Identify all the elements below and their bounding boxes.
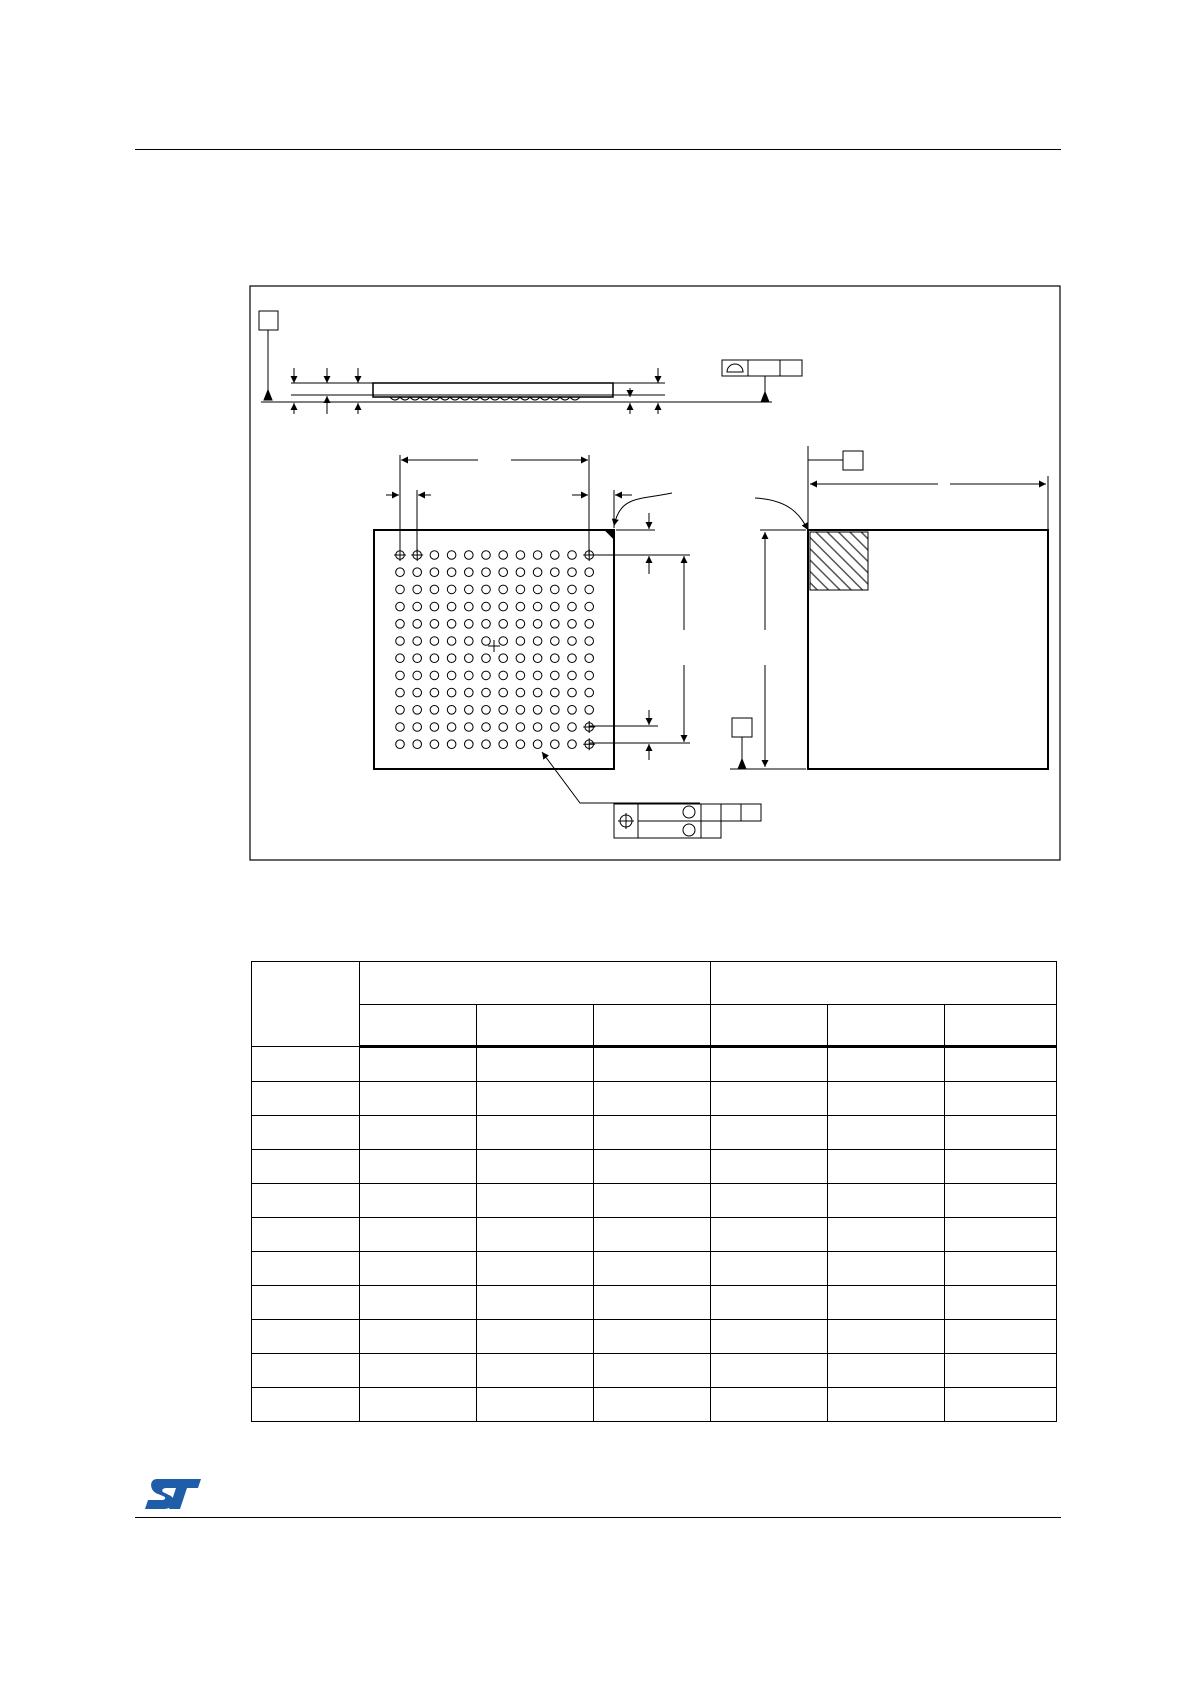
table-row bbox=[252, 1184, 1057, 1218]
ball bbox=[551, 568, 560, 577]
ball bbox=[568, 688, 577, 697]
table-cell bbox=[360, 1388, 477, 1422]
ball bbox=[585, 654, 594, 663]
ball bbox=[430, 637, 439, 646]
ball bbox=[413, 602, 422, 611]
table-row bbox=[252, 1047, 1057, 1082]
table-cell bbox=[360, 1320, 477, 1354]
table-cell bbox=[252, 1047, 360, 1082]
ball-crosshair bbox=[583, 721, 595, 733]
table-cell bbox=[360, 1150, 477, 1184]
ball bbox=[533, 602, 542, 611]
ball bbox=[482, 671, 491, 680]
ball bbox=[551, 637, 560, 646]
top-view bbox=[730, 446, 1048, 769]
ball bbox=[499, 620, 508, 629]
table-cell bbox=[477, 1388, 594, 1422]
ball bbox=[465, 551, 474, 560]
ball bbox=[430, 740, 439, 749]
ball bbox=[447, 654, 456, 663]
table-cell bbox=[945, 1116, 1057, 1150]
table-cell bbox=[360, 1218, 477, 1252]
ball bbox=[465, 620, 474, 629]
table-cell bbox=[594, 1252, 711, 1286]
ball bbox=[447, 740, 456, 749]
table-cell bbox=[945, 1286, 1057, 1320]
table-cell bbox=[360, 1047, 477, 1082]
ball bbox=[430, 620, 439, 629]
ball bbox=[516, 671, 525, 680]
table-cell bbox=[360, 1354, 477, 1388]
table-cell bbox=[477, 1116, 594, 1150]
ball bbox=[585, 706, 594, 715]
ball bbox=[568, 585, 577, 594]
ball bbox=[482, 706, 491, 715]
table-cell bbox=[828, 1320, 945, 1354]
ball bbox=[551, 654, 560, 663]
ball bbox=[482, 740, 491, 749]
ball bbox=[430, 654, 439, 663]
ball bbox=[568, 568, 577, 577]
ball bbox=[568, 654, 577, 663]
table-cell bbox=[360, 1082, 477, 1116]
table-cell bbox=[477, 1047, 594, 1082]
table-cell bbox=[360, 1116, 477, 1150]
ball bbox=[396, 637, 405, 646]
pin1-corner-mark-icon bbox=[605, 530, 614, 539]
table-header-cell bbox=[711, 962, 1057, 1005]
ball bbox=[465, 654, 474, 663]
ball bbox=[568, 551, 577, 560]
table-cell bbox=[711, 1252, 828, 1286]
ball bbox=[413, 740, 422, 749]
table-cell bbox=[945, 1354, 1057, 1388]
ball bbox=[516, 706, 525, 715]
table-cell bbox=[945, 1082, 1057, 1116]
table-cell bbox=[252, 1082, 360, 1116]
ball bbox=[516, 688, 525, 697]
table-subheader-cell bbox=[711, 1005, 828, 1047]
ball bbox=[533, 723, 542, 732]
ball bbox=[551, 740, 560, 749]
table-cell bbox=[594, 1116, 711, 1150]
ball bbox=[396, 568, 405, 577]
table-row bbox=[252, 1388, 1057, 1422]
table-cell bbox=[828, 1252, 945, 1286]
table-row bbox=[252, 1286, 1057, 1320]
table-cell bbox=[252, 1218, 360, 1252]
ball bbox=[533, 654, 542, 663]
table-cell bbox=[945, 1388, 1057, 1422]
ball bbox=[516, 602, 525, 611]
ball bbox=[551, 706, 560, 715]
ball bbox=[585, 585, 594, 594]
table-cell bbox=[828, 1388, 945, 1422]
table-cell bbox=[945, 1252, 1057, 1286]
table-cell bbox=[252, 1252, 360, 1286]
table-cell bbox=[828, 1150, 945, 1184]
flatness-tolerance-frame bbox=[722, 360, 802, 376]
ball bbox=[430, 602, 439, 611]
table-subheader-cell bbox=[945, 1005, 1057, 1047]
ball bbox=[430, 671, 439, 680]
ball bbox=[533, 585, 542, 594]
ball bbox=[447, 620, 456, 629]
table-cell bbox=[252, 1286, 360, 1320]
ball bbox=[499, 706, 508, 715]
table-subheader-cell bbox=[477, 1005, 594, 1047]
ball bbox=[533, 671, 542, 680]
table-cell bbox=[252, 1320, 360, 1354]
datum-box-seating-plane bbox=[259, 311, 278, 330]
ball bbox=[465, 602, 474, 611]
table-cell bbox=[828, 1116, 945, 1150]
ball bbox=[533, 568, 542, 577]
table-cell bbox=[252, 1116, 360, 1150]
ball bbox=[585, 637, 594, 646]
ball bbox=[551, 723, 560, 732]
table-subheader-row bbox=[252, 1005, 1057, 1047]
table-subheader-cell bbox=[828, 1005, 945, 1047]
table-cell bbox=[594, 1047, 711, 1082]
ball bbox=[447, 671, 456, 680]
ball bbox=[499, 740, 508, 749]
ball bbox=[585, 688, 594, 697]
ball bbox=[413, 723, 422, 732]
table-cell bbox=[477, 1184, 594, 1218]
ball bbox=[533, 706, 542, 715]
table-row bbox=[252, 1082, 1057, 1116]
ball bbox=[568, 723, 577, 732]
table-cell bbox=[828, 1082, 945, 1116]
ball bbox=[516, 637, 525, 646]
ball bbox=[482, 620, 491, 629]
ball bbox=[396, 620, 405, 629]
st-logo bbox=[143, 1477, 203, 1511]
ball bbox=[465, 637, 474, 646]
ball bbox=[482, 602, 491, 611]
table-cell bbox=[828, 1184, 945, 1218]
table-row bbox=[252, 1354, 1057, 1388]
ball bbox=[430, 551, 439, 560]
ball bbox=[533, 551, 542, 560]
table-cell bbox=[828, 1354, 945, 1388]
ball bbox=[482, 637, 491, 646]
table-row bbox=[252, 1218, 1057, 1252]
table-cell bbox=[711, 1218, 828, 1252]
ball bbox=[568, 706, 577, 715]
figure-frame bbox=[250, 286, 1060, 860]
ball bbox=[551, 551, 560, 560]
ball bbox=[551, 602, 560, 611]
ball bbox=[413, 688, 422, 697]
ball bbox=[499, 688, 508, 697]
table-cell bbox=[828, 1218, 945, 1252]
table-cell bbox=[828, 1286, 945, 1320]
datum-box-a bbox=[843, 451, 863, 470]
table-cell bbox=[477, 1320, 594, 1354]
table-cell bbox=[594, 1184, 711, 1218]
ball bbox=[465, 723, 474, 732]
footer-rule bbox=[135, 1517, 1061, 1518]
table-row bbox=[252, 1150, 1057, 1184]
ball bbox=[533, 620, 542, 629]
table-cell bbox=[594, 1286, 711, 1320]
ball-crosshair bbox=[583, 738, 595, 750]
ball bbox=[396, 723, 405, 732]
ball bbox=[568, 637, 577, 646]
table-cell bbox=[711, 1047, 828, 1082]
ball bbox=[585, 620, 594, 629]
table-cell bbox=[594, 1150, 711, 1184]
bottom-view bbox=[374, 455, 761, 838]
ball bbox=[499, 723, 508, 732]
table-cell bbox=[711, 1082, 828, 1116]
mmc-symbol-icon-2 bbox=[683, 824, 695, 836]
ball bbox=[465, 740, 474, 749]
ball bbox=[568, 740, 577, 749]
table-cell bbox=[477, 1286, 594, 1320]
table-cell bbox=[252, 1184, 360, 1218]
table-header-cell bbox=[360, 962, 711, 1005]
ball bbox=[499, 637, 508, 646]
ball bbox=[413, 637, 422, 646]
ball bbox=[482, 585, 491, 594]
ball bbox=[465, 568, 474, 577]
table-cell bbox=[477, 1150, 594, 1184]
ball bbox=[465, 585, 474, 594]
ball bbox=[465, 688, 474, 697]
ball-array bbox=[394, 549, 595, 750]
ball bbox=[551, 585, 560, 594]
ball bbox=[516, 740, 525, 749]
table-cell bbox=[828, 1047, 945, 1082]
table-cell bbox=[945, 1047, 1057, 1082]
table-cell bbox=[594, 1218, 711, 1252]
ball bbox=[533, 688, 542, 697]
table-cell bbox=[945, 1218, 1057, 1252]
ball bbox=[482, 568, 491, 577]
ball bbox=[413, 671, 422, 680]
table-cell bbox=[594, 1320, 711, 1354]
ball bbox=[396, 602, 405, 611]
table-cell bbox=[360, 1286, 477, 1320]
ball bbox=[585, 671, 594, 680]
ball bbox=[482, 654, 491, 663]
ball bbox=[516, 654, 525, 663]
ball bbox=[516, 551, 525, 560]
table-cell bbox=[477, 1218, 594, 1252]
table-cell bbox=[252, 1150, 360, 1184]
table-cell bbox=[252, 1354, 360, 1388]
table-cell bbox=[594, 1082, 711, 1116]
ball bbox=[516, 568, 525, 577]
table-cell bbox=[711, 1388, 828, 1422]
table-cell bbox=[711, 1354, 828, 1388]
table-row bbox=[252, 1252, 1057, 1286]
ball bbox=[430, 568, 439, 577]
ball bbox=[396, 585, 405, 594]
table-header-cell bbox=[252, 962, 360, 1047]
ball bbox=[516, 585, 525, 594]
ball bbox=[465, 706, 474, 715]
table-cell bbox=[945, 1184, 1057, 1218]
mmc-symbol-icon bbox=[683, 806, 695, 818]
table-cell bbox=[477, 1082, 594, 1116]
ball bbox=[499, 568, 508, 577]
ball bbox=[430, 723, 439, 732]
ball bbox=[499, 585, 508, 594]
table-cell bbox=[711, 1320, 828, 1354]
ball bbox=[499, 671, 508, 680]
ball bbox=[413, 620, 422, 629]
ball bbox=[396, 740, 405, 749]
ball bbox=[568, 602, 577, 611]
ball bbox=[482, 688, 491, 697]
ball bbox=[551, 688, 560, 697]
ball bbox=[447, 706, 456, 715]
table-subheader-cell bbox=[594, 1005, 711, 1047]
table-row bbox=[252, 1320, 1057, 1354]
table-cell bbox=[945, 1320, 1057, 1354]
table-cell bbox=[711, 1184, 828, 1218]
ball bbox=[499, 551, 508, 560]
ball bbox=[465, 671, 474, 680]
table-cell bbox=[594, 1354, 711, 1388]
side-view bbox=[259, 311, 802, 414]
table-row bbox=[252, 1116, 1057, 1150]
ball bbox=[447, 723, 456, 732]
ball bbox=[516, 620, 525, 629]
ball bbox=[413, 706, 422, 715]
ball bbox=[516, 723, 525, 732]
table-cell bbox=[477, 1354, 594, 1388]
dimension-table bbox=[251, 961, 1057, 1422]
table-cell bbox=[711, 1286, 828, 1320]
ball bbox=[568, 620, 577, 629]
flatness-symbol-icon bbox=[727, 364, 743, 372]
table-cell bbox=[594, 1388, 711, 1422]
ball bbox=[413, 568, 422, 577]
table-cell bbox=[360, 1184, 477, 1218]
ball bbox=[482, 551, 491, 560]
ball bbox=[396, 654, 405, 663]
ball bbox=[413, 654, 422, 663]
ball bbox=[396, 706, 405, 715]
ball bbox=[551, 671, 560, 680]
table-cell bbox=[945, 1150, 1057, 1184]
ball bbox=[396, 671, 405, 680]
ball bbox=[430, 706, 439, 715]
ball bbox=[447, 602, 456, 611]
ball bbox=[447, 637, 456, 646]
table-subheader-cell bbox=[360, 1005, 477, 1047]
ball bbox=[447, 585, 456, 594]
table-header-row bbox=[252, 962, 1057, 1005]
ball bbox=[551, 620, 560, 629]
table-cell bbox=[477, 1252, 594, 1286]
ball bbox=[396, 688, 405, 697]
ball bbox=[430, 688, 439, 697]
ball bbox=[447, 568, 456, 577]
ball bbox=[482, 723, 491, 732]
table-cell bbox=[711, 1150, 828, 1184]
table-cell bbox=[360, 1252, 477, 1286]
ball bbox=[430, 585, 439, 594]
ball bbox=[499, 602, 508, 611]
ball bbox=[447, 688, 456, 697]
ball bbox=[533, 637, 542, 646]
ball bbox=[568, 671, 577, 680]
ball bbox=[585, 568, 594, 577]
ball bbox=[533, 740, 542, 749]
ball bbox=[447, 551, 456, 560]
ball bbox=[585, 602, 594, 611]
table-cell bbox=[711, 1116, 828, 1150]
ball bbox=[413, 585, 422, 594]
datum-box-b bbox=[732, 718, 752, 737]
ball bbox=[499, 654, 508, 663]
table-cell bbox=[252, 1388, 360, 1422]
pin1-index-area bbox=[810, 532, 868, 590]
